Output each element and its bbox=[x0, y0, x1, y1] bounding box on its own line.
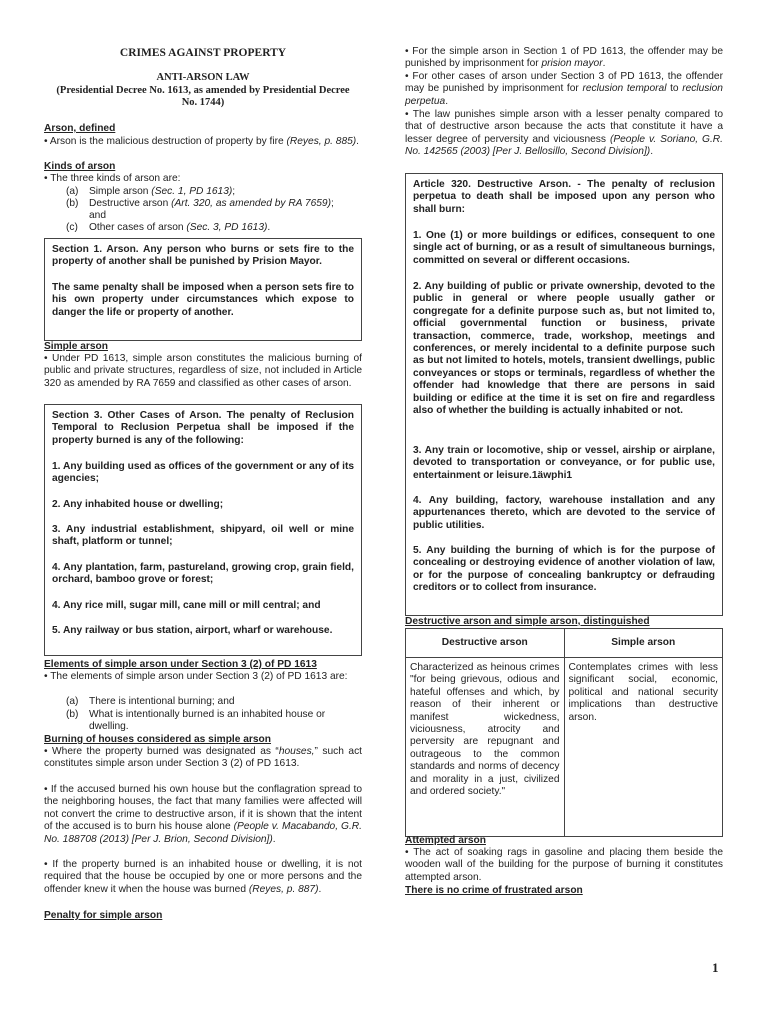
list-marker: (b) bbox=[66, 198, 79, 209]
section-3-item: 2. Any inhabited house or dwelling; bbox=[52, 499, 224, 510]
table-row bbox=[406, 658, 723, 837]
penalty-bullet-1: • For the simple arson in Section 1 of PD 1613, the offender may be punished by imprisonment for prision mayor. bbox=[405, 46, 723, 70]
article-320-item: 5. Any building the burning of which is for the purpose of concealing or destroying evidence of another violation of law, or for the purpose of concealing bankruptcy or defrauding creditors or to collect from insurance. bbox=[413, 545, 715, 594]
list-item: and bbox=[89, 210, 106, 221]
elements-intro: • The elements of simple arson under Section 3 (2) of PD 1613 are: bbox=[44, 671, 348, 682]
list-item: What is intentionally burned is an inhabited house or dwelling. bbox=[89, 709, 326, 733]
cell-simple: Contemplates crimes with less significant social, economic, political and national security implications than destructive arson. bbox=[564, 658, 723, 837]
heading-attempted-arson: Attempted arson bbox=[405, 835, 486, 846]
heading-no-frustrated-arson: There is no crime of frustrated arson bbox=[405, 885, 583, 896]
heading-burning-houses: Burning of houses considered as simple arson bbox=[44, 734, 272, 745]
article-320-item: 3. Any train or locomotive, ship or vessel, airship or airplane, devoted to transportation or conveyance, or for public use, entertainment or leisure.1äwphi1 bbox=[413, 445, 715, 481]
article-320-intro: Article 320. Destructive Arson. - The penalty of reclusion perpetua to death shall be imposed upon any person who shall burn: bbox=[413, 179, 715, 215]
article-320-item: 1. One (1) or more buildings or edifices, consequent to one single act of burning, or as a result of simultaneous burnings, committed on several or different occasions. bbox=[413, 230, 715, 266]
heading-kinds-of-arson: Kinds of arson bbox=[44, 161, 116, 172]
page-title: CRIMES AGAINST PROPERTY bbox=[119, 47, 287, 59]
list-marker: (a) bbox=[66, 186, 79, 197]
list-marker: (b) bbox=[66, 709, 79, 720]
penalty-bullet-2: • For other cases of arson under Section 3 of PD 1613, the offender may be punished by imprisonment for reclusion temporal to reclusion perpetua. bbox=[405, 71, 723, 107]
penalty-bullet-3: • The law punishes simple arson with a lesser penalty compared to that of destructive arson because the acts that constitute it have a lesser degree of perversity and viciousness (People v. Soriano, G.R. No. 142565 (2003) [Per J. Bellosillo, Second Division]). bbox=[405, 109, 723, 158]
section-3-box bbox=[44, 404, 362, 656]
heading-distinguished: Destructive arson and simple arson, distinguished bbox=[405, 616, 650, 627]
arson-defined-text: • Arson is the malicious destruction of property by fire (Reyes, p. 885). bbox=[44, 136, 360, 147]
page-subtitle: ANTI-ARSON LAW bbox=[156, 72, 250, 83]
page-number: 1 bbox=[712, 960, 719, 975]
source-line-2: No. 1744) bbox=[181, 97, 225, 108]
list-item: Other cases of arson (Sec. 3, PD 1613). bbox=[89, 222, 271, 233]
simple-arson-text: • Under PD 1613, simple arson constitutes the malicious burning of public and private structures, regardless of size, not included in Article 320 as amended by RA 7659 and classified as other cases of arson. bbox=[44, 353, 362, 389]
attempted-arson-text: • The act of soaking rags in gasoline and placing them beside the wooden wall of the building for the purpose of burning it constitutes attempted arson. bbox=[405, 847, 723, 883]
section-3-item: 4. Any rice mill, sugar mill, cane mill or mill central; and bbox=[52, 600, 321, 611]
list-marker: (c) bbox=[66, 222, 78, 233]
section-1-para-1: Section 1. Arson. Any person who burns or sets fire to the property of another shall be punished by Prision Mayor. bbox=[52, 244, 354, 268]
article-320-item: 2. Any building of public or private ownership, devoted to the public in general or where people usually gather or congregate for a definite purpose such as, but not limited to, official governmental function or business, private transaction, commerce, trade, workshop, meetings and conferences, or merely incidental to a definite purpose such as but not limited to hotels, motels, transient dwellings, public conveyances or stops or terminals, regardless of whether the offender had knowledge that there are persons in said building or edifice at the time it is set on fire and regardless also of whether the building is actually inhabited or not. bbox=[413, 281, 715, 417]
article-320-item: 4. Any building, factory, warehouse installation and any appurtenances thereto, which are devoted to the service of public utilities. bbox=[413, 495, 715, 531]
table-header-row bbox=[406, 629, 723, 658]
article-320-box bbox=[405, 173, 723, 616]
list-marker: (a) bbox=[66, 696, 79, 707]
section-3-item: 1. Any building used as offices of the government or any of its agencies; bbox=[52, 461, 354, 485]
list-item: There is intentional burning; and bbox=[89, 696, 235, 707]
list-item: Simple arson (Sec. 1, PD 1613); bbox=[89, 186, 236, 197]
list-item: Destructive arson (Art. 320, as amended by RA 7659); bbox=[89, 198, 334, 209]
section-3-intro: Section 3. Other Cases of Arson. The penalty of Reclusion Temporal to Reclusion Perpetua shall be imposed if the property burned is any of the following: bbox=[52, 410, 354, 446]
houses-bullet-2: • If the accused burned his own house but the conflagration spread to the neighboring houses, the fact that many families were affected will not convert the crime to destructive arson, if it is shown that the intent of the accused is to burn his house alone (People v. Macabando, G.R. No. 188708 (2013) [Per J. Brion, Second Division]). bbox=[44, 784, 362, 845]
houses-bullet-1: • Where the property burned was designated as “houses,” such act constitutes simple arson under Section 3 (2) of PD 1613. bbox=[44, 746, 362, 770]
heading-simple-arson: Simple arson bbox=[44, 341, 108, 352]
heading-arson-defined: Arson, defined bbox=[44, 123, 116, 134]
section-1-para-2: The same penalty shall be imposed when a person sets fire to his own property under circumstances which expose to danger the life or property of another. bbox=[52, 282, 354, 318]
section-3-item: 3. Any industrial establishment, shipyard, oil well or mine shaft, platform or tunnel; bbox=[52, 524, 354, 548]
source-line-1: (Presidential Decree No. 1613, as amended by Presidential Decree bbox=[56, 85, 350, 96]
heading-penalty-simple-arson: Penalty for simple arson bbox=[44, 910, 163, 921]
section-3-item: 5. Any railway or bus station, airport, wharf or warehouse. bbox=[52, 625, 333, 636]
comparison-table bbox=[405, 628, 723, 837]
cell-destructive: Characterized as heinous crimes "for being grievous, odious and hateful offenses and which, by reason of their inherent or manifest wickedness, viciousness, atrocity and perversity are repugnant and outrageous to the common standards and norms of decency and morality in a just, civilized and ordered society." bbox=[406, 658, 565, 837]
section-3-item: 4. Any plantation, farm, pastureland, growing crop, grain field, orchard, bamboo grove or forest; bbox=[52, 562, 354, 586]
kinds-intro: • The three kinds of arson are: bbox=[44, 173, 181, 184]
column-header-simple: Simple arson bbox=[564, 629, 723, 658]
heading-elements: Elements of simple arson under Section 3 (2) of PD 1613 bbox=[44, 659, 317, 670]
section-1-box bbox=[44, 238, 362, 341]
column-header-destructive: Destructive arson bbox=[406, 629, 565, 658]
houses-bullet-3: • If the property burned is an inhabited house or dwelling, it is not required that the house be occupied by one or more persons and the offender knew it when the house was burned (Reyes, p. 887). bbox=[44, 859, 362, 895]
